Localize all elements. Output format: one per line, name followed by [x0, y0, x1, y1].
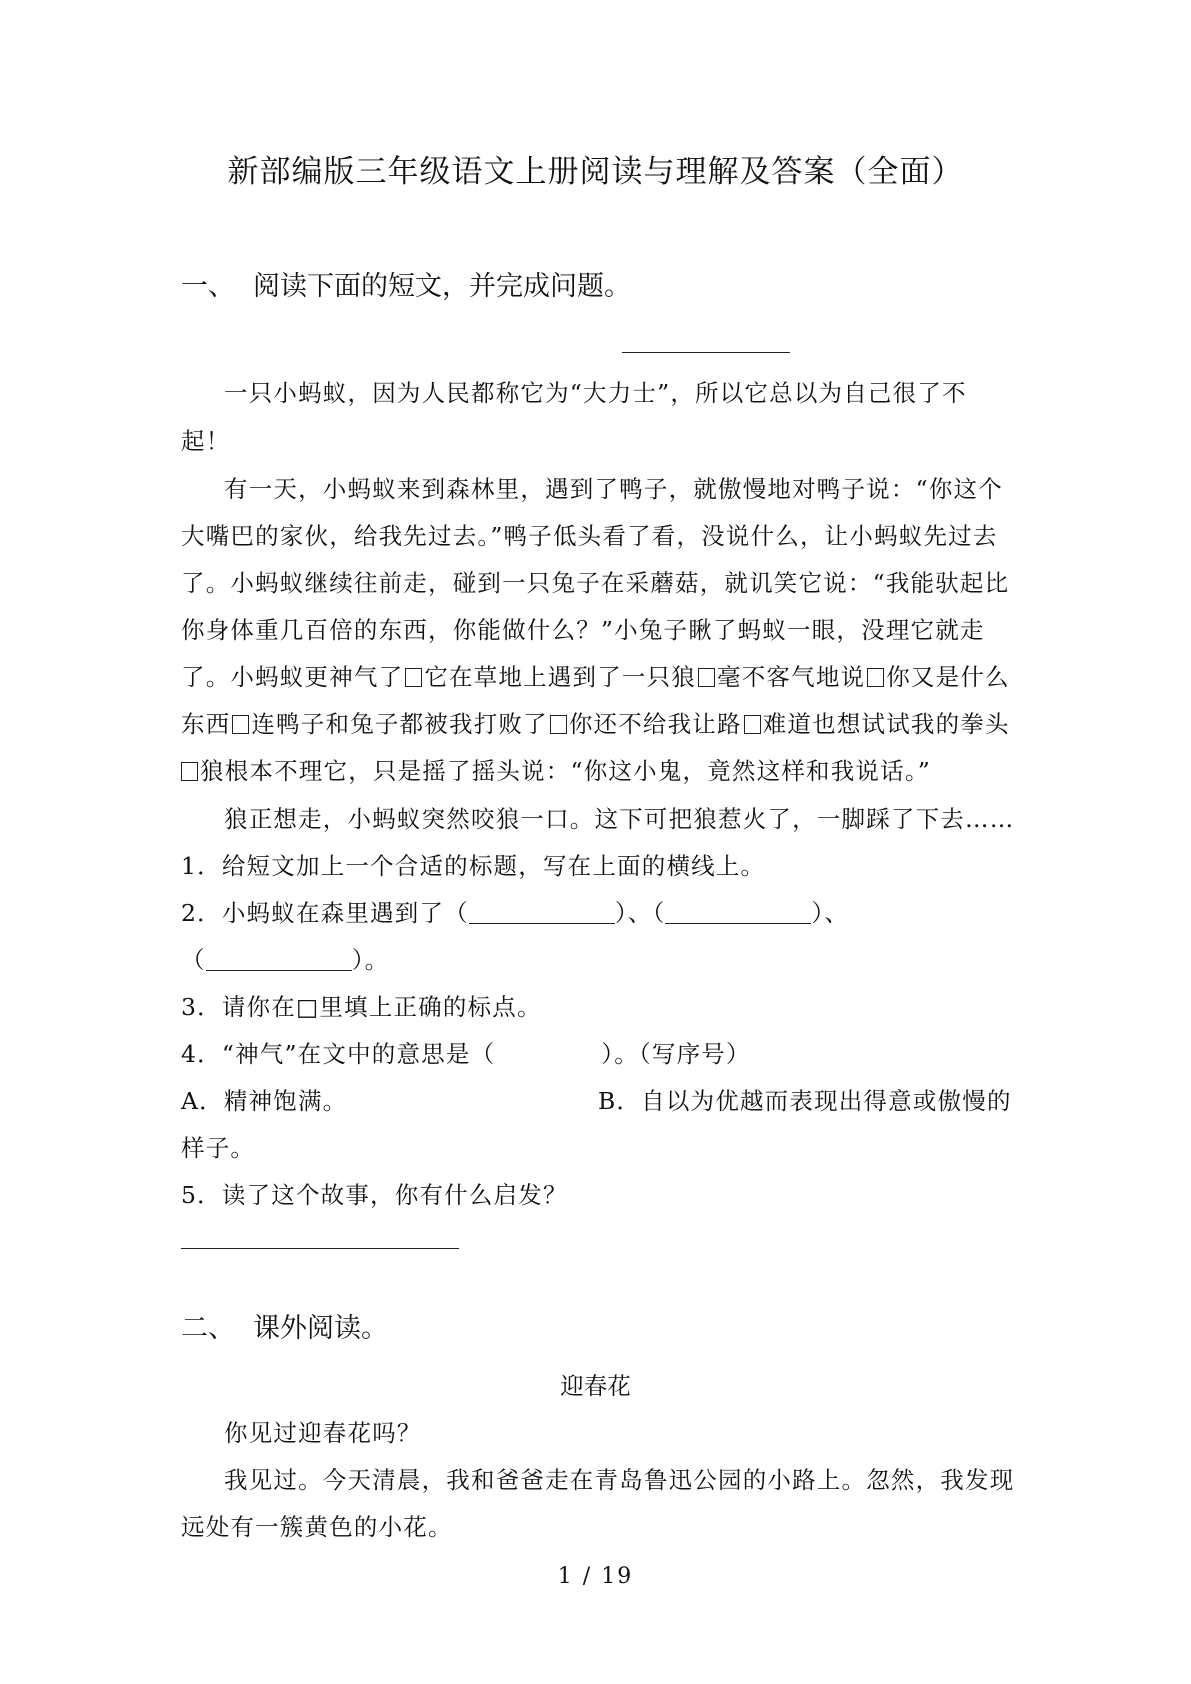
question-4	[181, 1035, 751, 1069]
passage-line: 有一天，小蚂蚁来到森林里，遇到了鸭子，就傲慢地对鸭子说：“你这个	[224, 475, 1003, 503]
passage-line: 远处有一簇黄色的小花。	[181, 1513, 453, 1541]
passage-line: 你见过迎春花吗？	[224, 1419, 422, 1447]
question-2-cont	[181, 941, 389, 975]
text-segment: 难道也想试试我的拳头	[762, 710, 1010, 738]
option-a: A．精神饱满。	[181, 1087, 348, 1115]
text-segment: ）、（	[614, 899, 666, 927]
passage-line: 起！	[181, 427, 231, 455]
page-number: 1 / 19	[557, 1564, 634, 1589]
question-5: 5．读了这个故事，你有什么启发？	[181, 1181, 568, 1209]
passage-line: 狼正想走，小蚂蚁突然咬狼一口。这下可把狼惹火了，一脚踩了下去……	[224, 805, 1015, 833]
text-segment: （	[181, 946, 206, 974]
passage-line-with-boxes	[181, 705, 1010, 739]
text-segment: 了。小蚂蚁更神气了	[181, 663, 404, 691]
text-segment: ）。（写序号）	[601, 1040, 751, 1068]
passage-line: 我见过。今天清晨，我和爸爸走在青岛鲁迅公园的小路上。忽然，我发现	[224, 1466, 1015, 1494]
question-1: 1．给短文加上一个合适的标题，写在上面的横线上。	[181, 852, 766, 880]
section-1-heading	[181, 264, 631, 303]
punctuation-box[interactable]	[550, 715, 567, 734]
option-b: B．自以为优越而表现出得意或傲慢的	[598, 1087, 1012, 1115]
answer-blank[interactable]	[665, 903, 811, 924]
page-title: 新部编版三年级语文上册阅读与理解及答案（全面）	[227, 154, 964, 190]
text-segment: 毫不客气地说	[717, 663, 866, 691]
text-segment: 你又是什么	[886, 663, 1010, 691]
punctuation-box[interactable]	[867, 668, 884, 687]
answer-blank[interactable]	[206, 950, 352, 971]
text-segment: 东西	[181, 710, 231, 738]
text-segment: 它在草地上遇到了一只狼	[424, 663, 697, 691]
question-3: 3．请你在□里填上正确的标点。	[181, 993, 542, 1021]
passage-line: 一只小蚂蚁，因为人民都称它为“大力士”，所以它总以为自己很了不	[224, 379, 967, 407]
section-1-number: 一、	[181, 271, 235, 302]
text-segment: ）、	[811, 899, 850, 927]
answer-blank[interactable]	[469, 903, 615, 924]
text-segment: ）。	[351, 946, 390, 974]
text-segment: 4．“神气”在文中的意思是（	[181, 1040, 496, 1068]
text-segment: 狼根本不理它，只是摇了摇头说：“你这小鬼，竟然这样和我说话。”	[200, 757, 931, 785]
passage-line: 你身体重几百倍的东西，你能做什么？”小兔子瞅了蚂蚁一眼，没理它就走	[181, 616, 985, 644]
section-2-title: 课外阅读。	[253, 1313, 388, 1344]
passage-line-with-boxes	[181, 658, 1010, 692]
passage-line: 大嘴巴的家伙，给我先过去。”鸭子低头看了看，没说什么，让小蚂蚁先过去	[181, 522, 998, 550]
punctuation-box[interactable]	[232, 715, 249, 734]
question-2	[181, 894, 849, 928]
passage-line: 了。小蚂蚁继续往前走，碰到一只兔子在采蘑菇，就讥笑它说：“我能驮起比	[181, 569, 1010, 597]
title-answer-line	[622, 352, 790, 353]
passage-line-with-boxes	[181, 752, 931, 786]
text-segment: 你还不给我让路	[568, 710, 742, 738]
punctuation-box[interactable]	[405, 668, 422, 687]
punctuation-box[interactable]	[698, 668, 715, 687]
section-2-heading	[181, 1306, 388, 1345]
text-segment: 连鸭子和兔子都被我打败了	[251, 710, 548, 738]
passage-subtitle: 迎春花	[560, 1372, 631, 1400]
option-b-cont: 样子。	[181, 1134, 256, 1162]
section-1-title: 阅读下面的短文，并完成问题。	[253, 271, 631, 302]
punctuation-box[interactable]	[744, 715, 761, 734]
text-segment: 2．小蚂蚁在森里遇到了（	[181, 899, 469, 927]
punctuation-box[interactable]	[181, 762, 198, 781]
section-2-number: 二、	[181, 1313, 235, 1344]
answer-line[interactable]	[181, 1248, 459, 1249]
